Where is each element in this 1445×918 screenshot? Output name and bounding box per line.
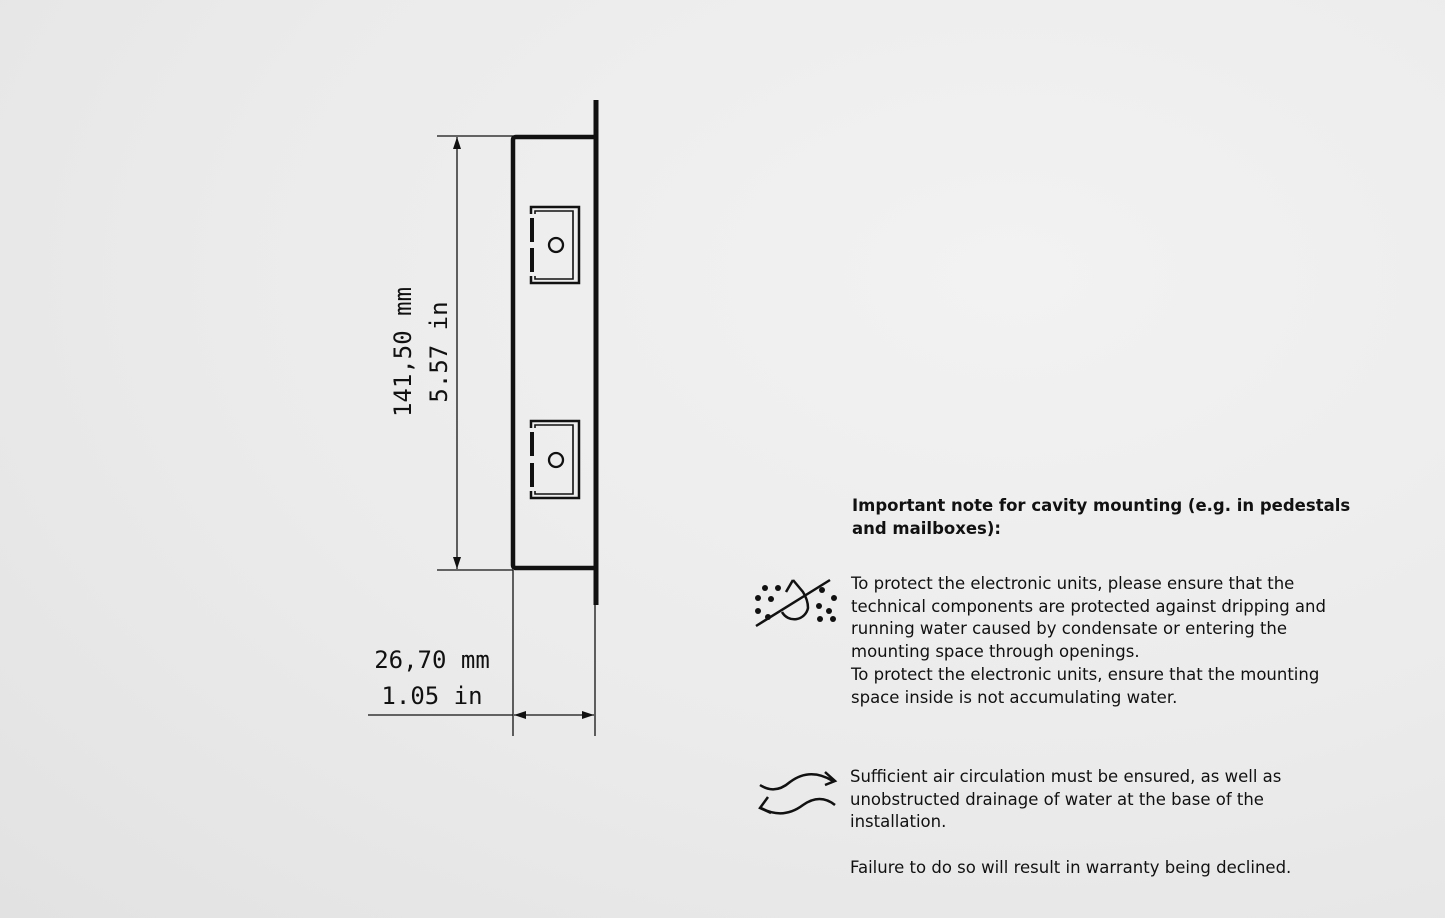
water-line: technical components are protected against dripping and (851, 596, 1326, 616)
cavity-note-title: Important note for cavity mounting (e.g. in pedestals and mailboxes): (852, 496, 1351, 538)
air-line: installation. (850, 812, 947, 832)
height-mm-label: 141,50 mm (389, 286, 417, 418)
water-line: To protect the electronic units, please ensure that the (851, 574, 1295, 593)
air-circulation-text (850, 766, 1380, 880)
height-in-label: 5.57 in (425, 301, 453, 403)
water-line: running water caused by condensate or entering the (851, 619, 1288, 639)
water-line: To protect the electronic units, ensure that the mounting (851, 664, 1320, 684)
no-water-drip-icon (750, 578, 840, 630)
water-line: mounting space through openings. (851, 642, 1140, 662)
bracket-bottom (531, 421, 579, 498)
air-line: Sufficient air circulation must be ensured, as well as (850, 767, 1282, 786)
depth-in-label: 1.05 in (381, 682, 483, 710)
housing-outline (513, 100, 596, 605)
warranty-warning: Failure to do so will result in warranty being declined. (850, 857, 1292, 877)
water-protection-text (851, 573, 1381, 709)
water-line: space inside is not accumulating water. (851, 687, 1178, 707)
air-circulation-icon (755, 765, 840, 820)
bracket-top (531, 207, 579, 283)
depth-mm-label: 26,70 mm (374, 646, 490, 674)
air-line: unobstructed drainage of water at the base of the (850, 789, 1264, 809)
